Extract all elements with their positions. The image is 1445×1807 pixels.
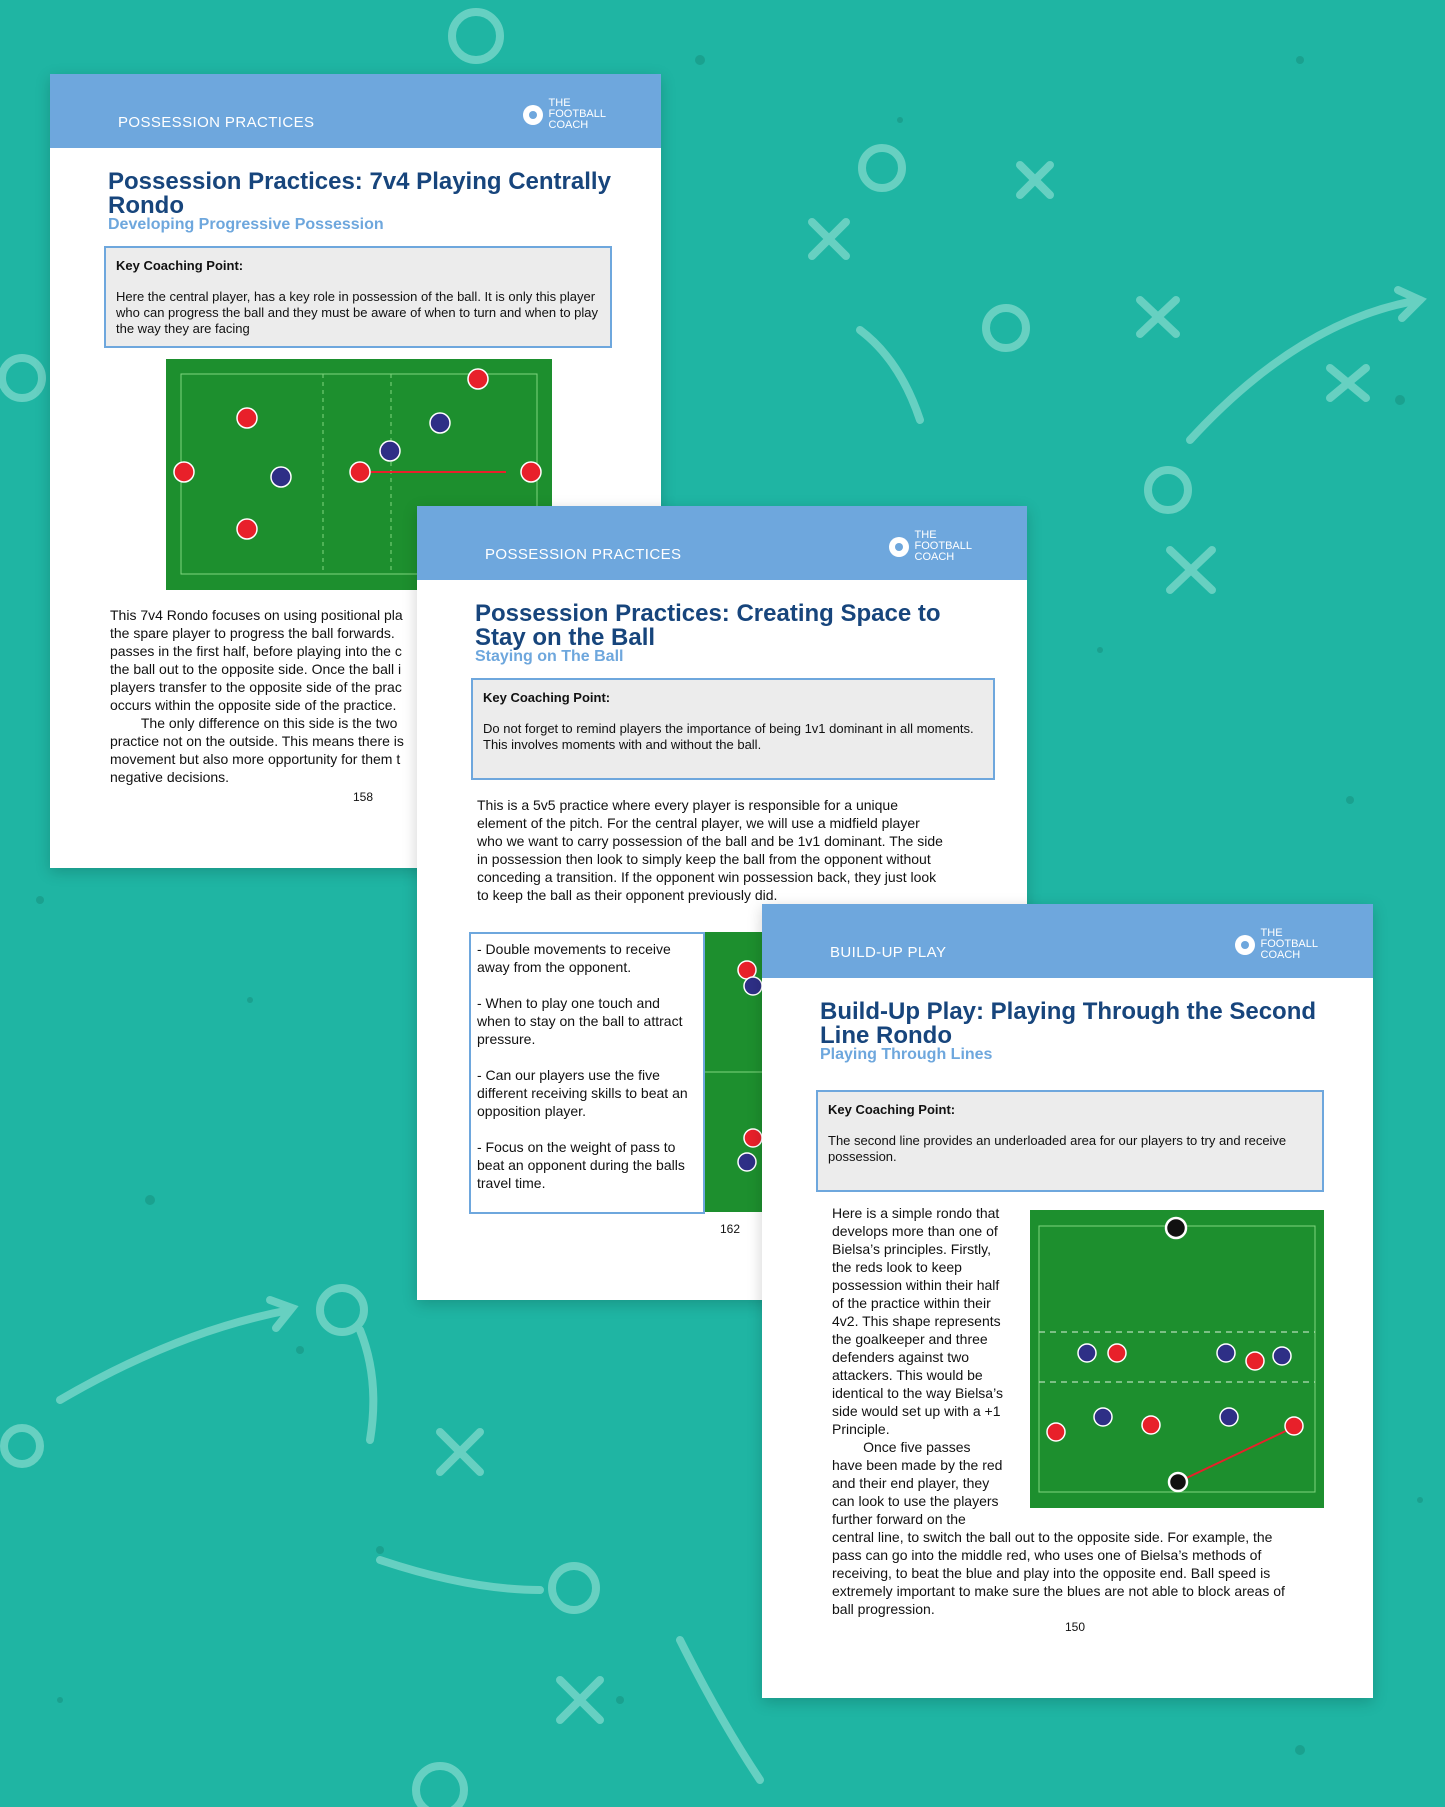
page-number: 162 [720,1222,741,1236]
brand-logo: THE FOOTBALL COACH [1235,928,1318,961]
key-coaching-point: Key Coaching Point: The second line provides an underloaded area for our players to try and receive possession. [816,1090,1324,1192]
page-subtitle: Playing Through Lines [820,1046,993,1063]
page-title: Possession Practices: 7v4 Playing Centrally Rondo [108,168,611,219]
football-icon [1235,935,1255,955]
page-header [50,74,661,148]
list-item: - Double movements to receive away from the opponent. [477,941,671,975]
page-subtitle: Staying on The Ball [475,648,624,665]
page-subtitle: Developing Progressive Possession [108,216,384,233]
body-text-wide: central line, to switch the ball out to the opposite side. For example, the pass can go into the middle red, who uses one of Bielsa’s methods of receiving, to beat the blue and play into the opposite end. Ball speed is extremely important to make sure the blues are not able to block areas of ball progression. [832,1529,1285,1617]
page-title: Build-Up Play: Playing Through the Second Line Rondo [820,998,1317,1049]
coaching-points-list [469,932,705,1214]
section-label: POSSESSION PRACTICES [485,546,682,563]
page-header [762,904,1373,978]
page-title: Possession Practices: Creating Space to Stay on the Ball [475,600,941,651]
key-coaching-point: Key Coaching Point: Do not forget to remind players the importance of being 1v1 dominant in all moments. This involves moments with and without the ball. [471,678,995,780]
football-icon [523,105,543,125]
page-number: 158 [353,790,374,804]
body-text: This 7v4 Rondo focuses on using positional pla the spare player to progress the ball forwards. passes in the first half, before playing into the c the ball out to the opposite side. Once the ball i players transfer to the opposite side of the prac occurs within the opposite side of the practice. The only difference on this side is the two practice not on the outside. This means there is movement but also more opportunity for them t negative decisions. [110,607,404,785]
page-build-up-play [762,904,1373,1698]
list-item: - When to play one touch and when to stay on the ball to attract pressure. [477,995,683,1047]
body-text-narrow: Here is a simple rondo that develops more than one of Bielsa’s principles. Firstly, the reds look to keep possession within their half of the practice within their 4v2. This shape represents the goalkeeper and three defenders against two attackers. This would be identical to the way Bielsa’s side would set up with a +1 Principle. Once five passes have been made by the red and their end player, they can look to use the players further forward on the [832,1205,1003,1527]
section-label: BUILD-UP PLAY [830,944,947,961]
brand-logo: THE FOOTBALL COACH [523,98,606,131]
key-coaching-point: Key Coaching Point: Here the central player, has a key role in possession of the ball. It is only this player who can progress the ball and they must be aware of when to turn and when to play the way they are facing [104,246,612,348]
brand-logo: THE FOOTBALL COACH [889,530,972,563]
page-header [417,506,1027,580]
page-number: 150 [1065,1620,1086,1634]
body-text: This is a 5v5 practice where every player is responsible for a unique element of the pitch. For the central player, we will use a midfield player who we want to carry possession of the ball and be 1v1 dominant. The side in possession then look to simply keep the ball from the opponent without conceding a transition. If the opponent win possession back, they just look to keep the ball as their opponent previously did. [477,797,943,903]
section-label: POSSESSION PRACTICES [118,114,315,131]
football-icon [889,537,909,557]
practice-diagram [1030,1210,1324,1508]
list-item: - Focus on the weight of pass to beat an opponent during the balls travel time. [477,1139,685,1191]
list-item: - Can our players use the five different receiving skills to beat an opposition player. [477,1067,688,1119]
